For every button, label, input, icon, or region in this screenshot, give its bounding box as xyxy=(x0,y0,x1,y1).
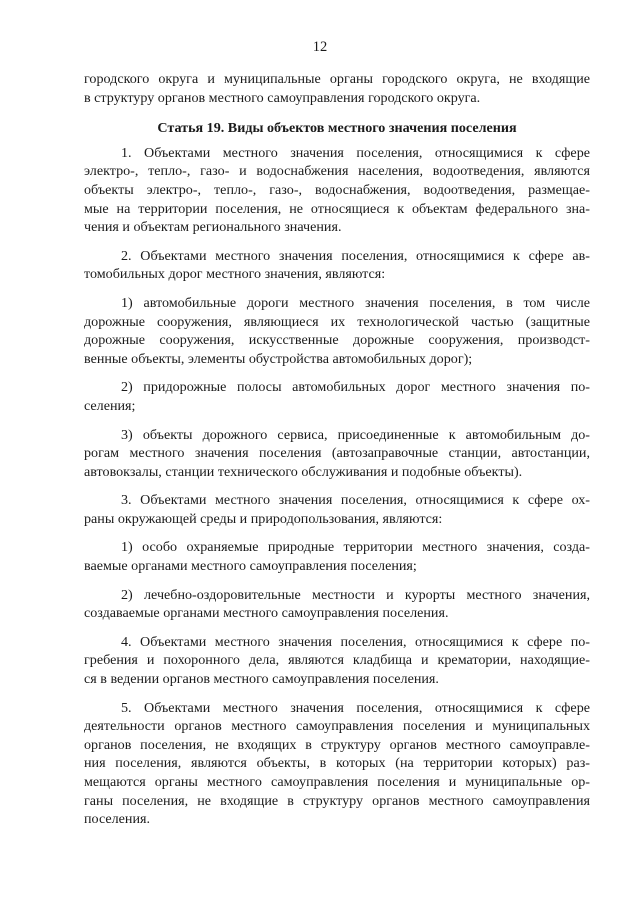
text-line: органов поселения, не входящих в структуру органов местного самоуправле- xyxy=(84,736,590,753)
article-heading: Статья 19. Виды объектов местного значения поселения xyxy=(157,120,517,137)
text-line: гребения и похоронного дела, являются кладбища и крематории, находящие- xyxy=(84,652,590,669)
text-line: 2) придорожные полосы автомобильных дорог местного значения по- xyxy=(121,379,590,396)
text-line: городского округа и муниципальные органы городского округа, не входящие xyxy=(84,71,590,87)
text-line: раны окружающей среды и природопользования, являются: xyxy=(84,510,443,527)
text-line: дорожные сооружения, являющиеся их технологической частью (защитные xyxy=(84,313,590,330)
paragraph-3-item-2 xyxy=(84,586,590,623)
page-number: 12 xyxy=(312,39,328,55)
text-line: ния поселения, являются объекты, в которых (на территории которых) раз- xyxy=(84,755,590,772)
text-line: в структуру органов местного самоуправления городского округа. xyxy=(84,89,481,106)
paragraph-1 xyxy=(84,144,590,237)
paragraph-2-item-2 xyxy=(84,378,590,415)
text-line: деятельности органов местного самоуправления поселения и муниципальных xyxy=(84,718,590,735)
text-line: объекты электро-, тепло-, газо-, водоснабжения, водоотведения, размещае- xyxy=(84,181,590,198)
document-body xyxy=(84,70,590,829)
text-line: создаваемые органами местного самоуправления поселения. xyxy=(84,605,449,622)
text-line: 1) автомобильные дороги местного значения поселения, в том числе xyxy=(121,294,590,311)
text-line: поселения. xyxy=(84,811,151,828)
text-line: автовокзалы, станции технического обслуживания и подобные объекты). xyxy=(84,463,523,480)
text-line: 3. Объектами местного значения поселения, относящимися к сфере ох- xyxy=(121,492,590,509)
paragraph-2 xyxy=(84,247,590,284)
text-line: ганы поселения, не входящие в структуру органов местного самоуправления xyxy=(84,792,590,809)
text-line: ваемые органами местного самоуправления поселения; xyxy=(84,558,417,575)
text-line: мые на территории поселения, не относящиеся к объектам федерального зна- xyxy=(84,200,590,217)
text-line: мещаются органы местного самоуправления поселения и муниципальные ор- xyxy=(84,774,590,790)
paragraph-5 xyxy=(84,699,590,829)
text-line: 1. Объектами местного значения поселения, относящимися к сфере xyxy=(121,144,590,161)
paragraph-2-item-1 xyxy=(84,294,590,368)
text-line: 1) особо охраняемые природные территории местного значения, созда- xyxy=(121,539,590,556)
text-line: чения и объектам регионального значения. xyxy=(84,219,342,236)
paragraph-3-item-1 xyxy=(84,538,590,575)
text-line: венные объекты, элементы обустройства автомобильных дорог); xyxy=(84,350,473,367)
text-line: 2) лечебно-оздоровительные местности и курорты местного значения, xyxy=(121,586,590,603)
text-line: электро-, тепло-, газо- и водоснабжения населения, водоотведения, являются xyxy=(84,163,590,180)
paragraph-2-item-3 xyxy=(84,426,590,482)
text-line: дорожные сооружения, искусственные дорожные сооружения, производст- xyxy=(84,332,590,349)
paragraph-4 xyxy=(84,633,590,689)
text-line: рогам местного значения поселения (автозаправочные станции, автостанции, xyxy=(84,445,590,462)
text-line: 4. Объектами местного значения поселения, относящимися к сфере по- xyxy=(121,633,590,650)
paragraph-3 xyxy=(84,491,590,528)
text-line: селения; xyxy=(84,397,136,414)
text-line: томобильных дорог местного значения, являются: xyxy=(84,266,386,283)
text-line: 2. Объектами местного значения поселения, относящимися к сфере ав- xyxy=(121,247,590,264)
text-line: ся в ведении органов местного самоуправления поселения. xyxy=(84,671,439,688)
text-line: 5. Объектами местного значения поселения, относящимися к сфере xyxy=(121,699,590,716)
text-line: 3) объекты дорожного сервиса, присоединенные к автомобильным до- xyxy=(121,426,590,443)
intro-paragraph xyxy=(84,70,590,107)
